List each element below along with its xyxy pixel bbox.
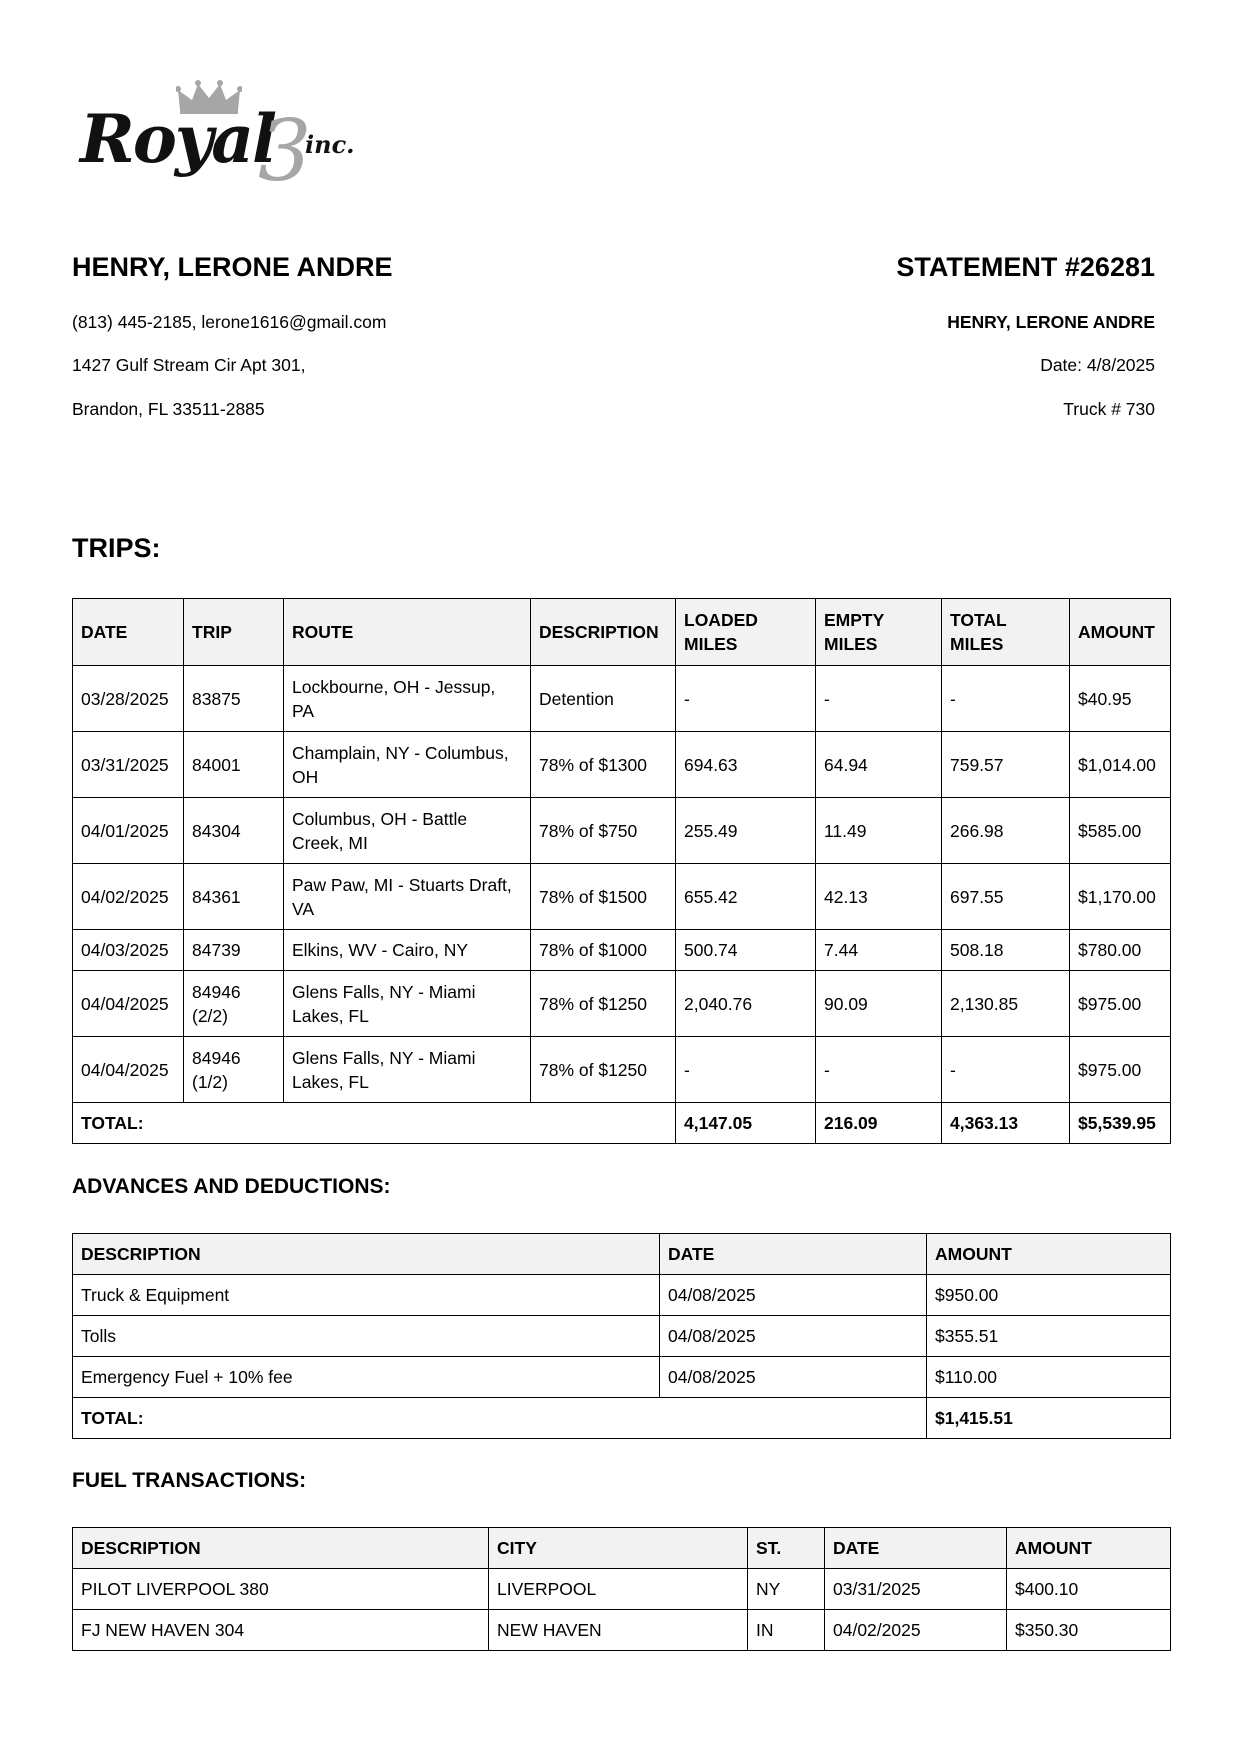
fuel-state: NY: [748, 1569, 825, 1610]
trip-total-miles: -: [942, 1037, 1070, 1103]
deduction-date: 04/08/2025: [660, 1275, 927, 1316]
trip-route: Paw Paw, MI - Stuarts Draft, VA: [284, 864, 531, 930]
table-row: [73, 1569, 1171, 1610]
trip-loaded-miles: 655.42: [676, 864, 816, 930]
deduction-description: Truck & Equipment: [73, 1275, 660, 1316]
trip-amount: $40.95: [1070, 666, 1171, 732]
deduction-date: 04/08/2025: [660, 1316, 927, 1357]
fuel-state: IN: [748, 1610, 825, 1651]
trip-description: 78% of $1300: [531, 732, 676, 798]
trip-total-miles: 508.18: [942, 930, 1070, 971]
table-row: [73, 1275, 1171, 1316]
total-amount: $1,415.51: [927, 1398, 1171, 1439]
trip-number: 84946 (1/2): [184, 1037, 284, 1103]
col-header-trip: TRIP: [184, 599, 284, 666]
deduction-amount: $355.51: [927, 1316, 1171, 1357]
logo-numeral: 3: [258, 102, 312, 200]
deduction-date: 04/08/2025: [660, 1357, 927, 1398]
trip-number: 84361: [184, 864, 284, 930]
trip-empty-miles: 7.44: [816, 930, 942, 971]
trip-date: 04/02/2025: [73, 864, 184, 930]
advances-title: ADVANCES AND DEDUCTIONS:: [72, 1175, 391, 1198]
trip-route: Glens Falls, NY - Miami Lakes, FL: [284, 971, 531, 1037]
driver-address-line2: Brandon, FL 33511-2885: [72, 399, 265, 419]
statement-title: STATEMENT #26281: [896, 252, 1155, 282]
trip-total-miles: -: [942, 666, 1070, 732]
col-header-total-miles: TOTAL MILES: [942, 599, 1070, 666]
trip-date: 04/04/2025: [73, 1037, 184, 1103]
trips-total-row: [73, 1103, 1171, 1144]
trip-date: 03/31/2025: [73, 732, 184, 798]
trip-loaded-miles: 500.74: [676, 930, 816, 971]
total-label: TOTAL:: [73, 1398, 927, 1439]
trip-total-miles: 697.55: [942, 864, 1070, 930]
trip-total-miles: 266.98: [942, 798, 1070, 864]
fuel-amount: $400.10: [1007, 1569, 1171, 1610]
trip-description: 78% of $750: [531, 798, 676, 864]
trip-loaded-miles: -: [676, 666, 816, 732]
trip-amount: $1,170.00: [1070, 864, 1171, 930]
trip-empty-miles: 11.49: [816, 798, 942, 864]
trip-loaded-miles: -: [676, 1037, 816, 1103]
fuel-city: NEW HAVEN: [489, 1610, 748, 1651]
table-row: [73, 1316, 1171, 1357]
trip-number: 83875: [184, 666, 284, 732]
col-header-amount: AMOUNT: [927, 1234, 1171, 1275]
total-label: TOTAL:: [73, 1103, 676, 1144]
trip-date: 04/03/2025: [73, 930, 184, 971]
col-header-description: DESCRIPTION: [73, 1528, 489, 1569]
col-header-amount: AMOUNT: [1070, 599, 1171, 666]
col-header-amount: AMOUNT: [1007, 1528, 1171, 1569]
trip-empty-miles: 64.94: [816, 732, 942, 798]
trip-number: 84001: [184, 732, 284, 798]
trips-header-row: [73, 599, 1171, 666]
advances-table: [72, 1233, 1171, 1439]
fuel-header-row: [73, 1528, 1171, 1569]
fuel-city: LIVERPOOL: [489, 1569, 748, 1610]
total-total-miles: 4,363.13: [942, 1103, 1070, 1144]
table-row: [73, 732, 1171, 798]
trip-amount: $780.00: [1070, 930, 1171, 971]
fuel-table: [72, 1527, 1171, 1651]
col-header-date: DATE: [825, 1528, 1007, 1569]
trip-description: 78% of $1000: [531, 930, 676, 971]
table-row: [73, 930, 1171, 971]
total-empty-miles: 216.09: [816, 1103, 942, 1144]
trip-route: Columbus, OH - Battle Creek, MI: [284, 798, 531, 864]
trips-table: [72, 598, 1171, 1144]
trip-number: 84739: [184, 930, 284, 971]
deduction-description: Tolls: [73, 1316, 660, 1357]
trip-empty-miles: -: [816, 1037, 942, 1103]
logo-suffix: inc.: [305, 130, 355, 159]
fuel-date: 04/02/2025: [825, 1610, 1007, 1651]
driver-contact: (813) 445-2185, lerone1616@gmail.com: [72, 312, 387, 332]
fuel-date: 03/31/2025: [825, 1569, 1007, 1610]
table-row: [73, 666, 1171, 732]
trip-route: Glens Falls, NY - Miami Lakes, FL: [284, 1037, 531, 1103]
driver-name: HENRY, LERONE ANDRE: [72, 252, 393, 282]
trip-amount: $1,014.00: [1070, 732, 1171, 798]
truck-number: Truck # 730: [1063, 399, 1155, 419]
trip-route: Champlain, NY - Columbus, OH: [284, 732, 531, 798]
trip-loaded-miles: 694.63: [676, 732, 816, 798]
deduction-description: Emergency Fuel + 10% fee: [73, 1357, 660, 1398]
trip-empty-miles: 90.09: [816, 971, 942, 1037]
deduction-amount: $110.00: [927, 1357, 1171, 1398]
trip-description: 78% of $1250: [531, 971, 676, 1037]
col-header-route: ROUTE: [284, 599, 531, 666]
table-row: [73, 798, 1171, 864]
trip-empty-miles: -: [816, 666, 942, 732]
trip-description: 78% of $1250: [531, 1037, 676, 1103]
advances-header-row: [73, 1234, 1171, 1275]
driver-address-line1: 1427 Gulf Stream Cir Apt 301,: [72, 355, 306, 375]
deduction-amount: $950.00: [927, 1275, 1171, 1316]
table-row: [73, 864, 1171, 930]
fuel-title: FUEL TRANSACTIONS:: [72, 1469, 307, 1492]
col-header-city: CITY: [489, 1528, 748, 1569]
trips-title: TRIPS:: [72, 533, 161, 563]
trip-date: 04/01/2025: [73, 798, 184, 864]
table-row: [73, 971, 1171, 1037]
trip-number: 84946 (2/2): [184, 971, 284, 1037]
logo-brand: Royal: [80, 100, 276, 178]
col-header-state: ST.: [748, 1528, 825, 1569]
table-row: [73, 1357, 1171, 1398]
trip-route: Elkins, WV - Cairo, NY: [284, 930, 531, 971]
statement-info: [655, 250, 1155, 419]
trip-total-miles: 759.57: [942, 732, 1070, 798]
col-header-empty-miles: EMPTY MILES: [816, 599, 942, 666]
trip-amount: $585.00: [1070, 798, 1171, 864]
driver-info: [72, 250, 672, 419]
col-header-description: DESCRIPTION: [73, 1234, 660, 1275]
trip-date: 04/04/2025: [73, 971, 184, 1037]
table-row: [73, 1610, 1171, 1651]
fuel-amount: $350.30: [1007, 1610, 1171, 1651]
trip-amount: $975.00: [1070, 1037, 1171, 1103]
trip-route: Lockbourne, OH - Jessup, PA: [284, 666, 531, 732]
fuel-description: FJ NEW HAVEN 304: [73, 1610, 489, 1651]
trip-amount: $975.00: [1070, 971, 1171, 1037]
advances-total-row: [73, 1398, 1171, 1439]
trip-description: Detention: [531, 666, 676, 732]
trip-loaded-miles: 255.49: [676, 798, 816, 864]
trip-description: 78% of $1500: [531, 864, 676, 930]
col-header-date: DATE: [660, 1234, 927, 1275]
trip-number: 84304: [184, 798, 284, 864]
company-logo: [80, 78, 385, 200]
trip-total-miles: 2,130.85: [942, 971, 1070, 1037]
total-amount: $5,539.95: [1070, 1103, 1171, 1144]
trip-loaded-miles: 2,040.76: [676, 971, 816, 1037]
trip-date: 03/28/2025: [73, 666, 184, 732]
total-loaded-miles: 4,147.05: [676, 1103, 816, 1144]
table-row: [73, 1037, 1171, 1103]
col-header-description: DESCRIPTION: [531, 599, 676, 666]
statement-driver-name: HENRY, LERONE ANDRE: [947, 312, 1155, 332]
col-header-loaded-miles: LOADED MILES: [676, 599, 816, 666]
trip-empty-miles: 42.13: [816, 864, 942, 930]
col-header-date: DATE: [73, 599, 184, 666]
statement-date: Date: 4/8/2025: [1040, 355, 1155, 375]
fuel-description: PILOT LIVERPOOL 380: [73, 1569, 489, 1610]
